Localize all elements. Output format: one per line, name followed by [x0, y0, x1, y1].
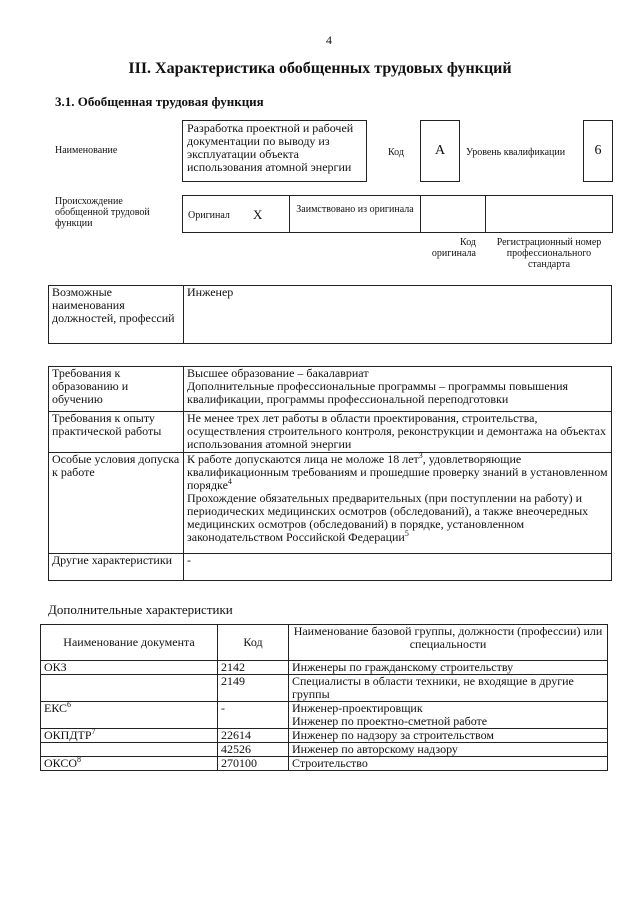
- origin-label: Происхождение обобщенной трудовой функции: [55, 196, 150, 229]
- code-value-box: [420, 120, 460, 182]
- table-row: [41, 675, 608, 702]
- requirements-table: [48, 366, 612, 581]
- req-value: Не менее трех лет работы в области проектирования, строительства, осуществления строительного контроля, реконструкции и демонтажа на объектах использования атомной энергии: [184, 412, 612, 453]
- doc-cell: [41, 702, 218, 729]
- footnote-ref: 3: [418, 451, 423, 460]
- doc-cell: [41, 661, 218, 675]
- additional-table: [40, 624, 608, 771]
- table-row: [49, 412, 612, 453]
- additional-title: Дополнительные характеристики: [48, 602, 233, 617]
- header-code: Код: [218, 625, 289, 661]
- name-line: Инженер-проектировщик: [292, 701, 423, 715]
- original-mark: X: [253, 207, 263, 222]
- table-header-row: [41, 625, 608, 661]
- name-value: Разработка проектной и рабочей документации по выводу из эксплуатации объекта использования атомной энергии: [187, 121, 354, 174]
- req-label: Требования к опыту практической работы: [49, 412, 184, 453]
- req-text: Прохождение обязательных предварительных (при поступлении на работу) и периодических медицинских осмотров (обследований), а также внеочередных медицинских осмотров (обследований) в порядке, установленном законодательством Российской Федерации: [187, 491, 589, 544]
- req-line: Высшее образование – бакалавриат: [187, 366, 369, 380]
- name-line: Инженер по проектно-сметной работе: [292, 714, 488, 728]
- footnote-ref: 6: [67, 700, 72, 709]
- page-number: 4: [326, 33, 332, 47]
- table-row: [41, 743, 608, 757]
- name-cell: Инженер по авторскому надзору: [289, 743, 608, 757]
- positions-value: Инженер: [184, 286, 612, 344]
- level-label: Уровень квалификации: [466, 147, 566, 158]
- footnote-ref: 5: [404, 529, 409, 538]
- footnote-ref: 8: [77, 755, 82, 764]
- table-row: [41, 729, 608, 743]
- doc-cell: [41, 757, 218, 771]
- table-row: [41, 757, 608, 771]
- table-row: [49, 367, 612, 412]
- positions-table: [48, 285, 612, 344]
- origin-borrowed-box: [289, 195, 421, 233]
- origin-original-box: [182, 195, 290, 233]
- reg-caption: Регистрационный номер профессионального стандарта: [496, 237, 602, 270]
- code-cell: 2142: [218, 661, 289, 675]
- code-cell: -: [218, 702, 289, 729]
- origin-reg-box: [485, 195, 613, 233]
- footnote-ref: 4: [227, 477, 232, 486]
- name-cell: Инженер по надзору за строительством: [289, 729, 608, 743]
- header-name: Наименование базовой группы, должности (профессии) или специальности: [289, 625, 608, 661]
- doc-name: ЕКС: [44, 701, 68, 715]
- req-paragraph: [187, 492, 608, 544]
- doc-name: ОКСО: [44, 756, 78, 770]
- req-value: [184, 367, 612, 412]
- table-row: [41, 661, 608, 675]
- req-line: Дополнительные профессиональные программы – программы повышения квалификации, программы профессиональной переподготовки: [187, 379, 569, 406]
- req-value: -: [184, 554, 612, 581]
- req-paragraph: [187, 453, 608, 492]
- origin-code-box: [420, 195, 486, 233]
- code-cell: 270100: [218, 757, 289, 771]
- borrowed-label: Заимствовано из оригинала: [296, 204, 414, 215]
- req-text: , удовлетворяющие квалификационным требованиям и прошедшие проверку знаний в установленном порядке: [187, 452, 608, 492]
- doc-cell: [41, 729, 218, 743]
- name-cell: [289, 702, 608, 729]
- name-label: Наименование: [55, 145, 118, 156]
- doc-name: ОКЗ: [44, 660, 67, 674]
- name-cell: Строительство: [289, 757, 608, 771]
- original-label: Оригинал: [188, 210, 230, 221]
- req-label: Особые условия допуска к работе: [49, 453, 184, 554]
- name-value-box: [182, 120, 367, 182]
- positions-label: Возможные наименования должностей, профессий: [49, 286, 184, 344]
- doc-cell: [41, 743, 218, 757]
- subsection-title: 3.1. Обобщенная трудовая функция: [55, 94, 264, 109]
- level-value-box: [583, 120, 613, 182]
- table-row: [49, 554, 612, 581]
- req-label: Другие характеристики: [49, 554, 184, 581]
- req-label: Требования к образованию и обучению: [49, 367, 184, 412]
- table-row: [49, 453, 612, 554]
- footnote-ref: 7: [91, 727, 96, 736]
- code-cell: 2149: [218, 675, 289, 702]
- code-cell: 42526: [218, 743, 289, 757]
- header-doc: Наименование документа: [41, 625, 218, 661]
- code-value: A: [434, 143, 446, 158]
- doc-name: ОКПДТР: [44, 728, 92, 742]
- req-text: К работе допускаются лица не моложе 18 лет: [187, 452, 419, 466]
- code-cell: 22614: [218, 729, 289, 743]
- code-caption: Код оригинала: [431, 237, 476, 259]
- doc-cell: [41, 675, 218, 702]
- name-cell: Инженеры по гражданскому строительству: [289, 661, 608, 675]
- req-value: [184, 453, 612, 554]
- level-value: 6: [594, 143, 602, 158]
- section-title: III. Характеристика обобщенных трудовых функций: [128, 60, 512, 77]
- name-cell: Специалисты в области техники, не входящие в другие группы: [289, 675, 608, 702]
- table-row: [41, 702, 608, 729]
- code-label: Код: [388, 147, 404, 158]
